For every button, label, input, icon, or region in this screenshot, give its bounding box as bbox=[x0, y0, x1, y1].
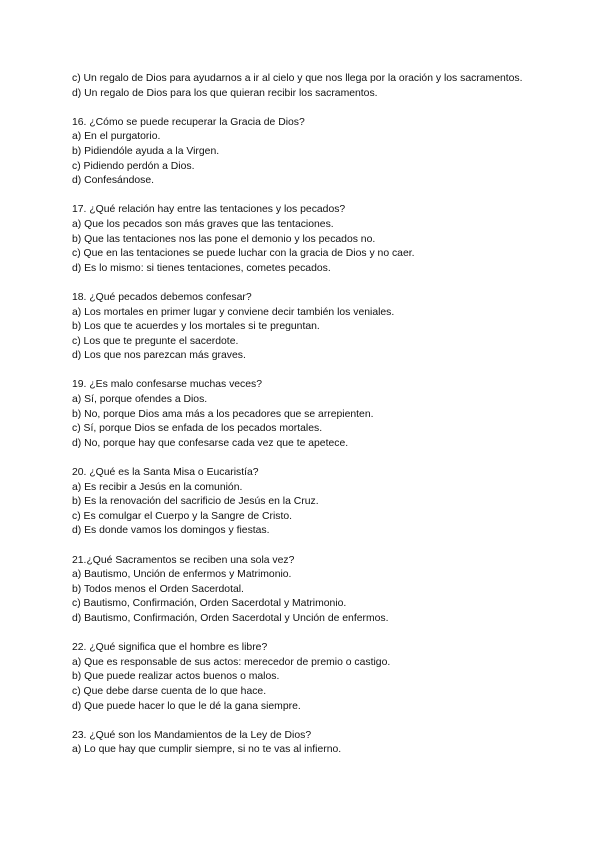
question-text: 18. ¿Qué pecados debemos confesar? bbox=[72, 291, 252, 303]
option-a: a) Lo que hay que cumplir siempre, si no te vas al infierno. bbox=[72, 744, 342, 756]
question-text: 21.¿Qué Sacramentos se reciben una sola vez? bbox=[72, 554, 295, 566]
option-c: c) Que debe darse cuenta de lo que hace. bbox=[72, 685, 267, 697]
option-b: b) Que las tentaciones nos las pone el demonio y los pecados no. bbox=[72, 233, 376, 245]
option-c: c) Bautismo, Confirmación, Orden Sacerdotal y Matrimonio. bbox=[72, 598, 347, 610]
question-19 bbox=[72, 378, 532, 451]
question-text: 23. ¿Qué son los Mandamientos de la Ley de Dios? bbox=[72, 729, 312, 741]
question-text: 17. ¿Qué relación hay entre las tentaciones y los pecados? bbox=[72, 204, 346, 216]
option-d: d) Bautismo, Confirmación, Orden Sacerdotal y Unción de enfermos. bbox=[72, 612, 389, 624]
option-c: c) Pidiendo perdón a Dios. bbox=[72, 160, 195, 172]
question-22 bbox=[72, 641, 532, 714]
option-a: a) Que es responsable de sus actos: merecedor de premio o castigo. bbox=[72, 656, 391, 668]
option-c: c) Los que te pregunte el sacerdote. bbox=[72, 335, 239, 347]
option-a: a) En el purgatorio. bbox=[72, 131, 161, 143]
option-b: b) Los que te acuerdes y los mortales si te preguntan. bbox=[72, 321, 320, 333]
option-d: d) Es donde vamos los domingos y fiestas. bbox=[72, 525, 270, 537]
answer-c: c) Un regalo de Dios para ayudarnos a ir al cielo y que nos llega por la oración y los sacramentos. bbox=[72, 73, 523, 84]
question-21 bbox=[72, 554, 532, 627]
question-text: 22. ¿Qué significa que el hombre es libre? bbox=[72, 642, 268, 654]
option-a: a) Bautismo, Unción de enfermos y Matrimonio. bbox=[72, 569, 292, 581]
option-d: d) No, porque hay que confesarse cada vez que te apetece. bbox=[72, 437, 349, 449]
option-d: d) Confesándose. bbox=[72, 175, 155, 187]
option-d: d) Que puede hacer lo que le dé la gana siempre. bbox=[72, 700, 301, 712]
option-c: c) Sí, porque Dios se enfada de los pecados mortales. bbox=[72, 423, 323, 435]
option-b: b) Que puede realizar actos buenos o malos. bbox=[72, 671, 280, 683]
answer-d: d) Un regalo de Dios para los que quieran recibir los sacramentos. bbox=[72, 87, 378, 99]
option-a: a) Los mortales en primer lugar y conviene decir también los veniales. bbox=[72, 306, 395, 318]
option-b: b) No, porque Dios ama más a los pecadores que se arrepienten. bbox=[72, 408, 374, 420]
question-17 bbox=[72, 203, 532, 276]
previous-answers bbox=[72, 72, 532, 101]
option-a: a) Sí, porque ofendes a Dios. bbox=[72, 394, 208, 406]
option-a: a) Es recibir a Jesús en la comunión. bbox=[72, 481, 243, 493]
question-18 bbox=[72, 291, 532, 364]
question-text: 20. ¿Qué es la Santa Misa o Eucaristía? bbox=[72, 467, 259, 479]
option-d: d) Es lo mismo: si tienes tentaciones, cometes pecados. bbox=[72, 262, 331, 274]
option-a: a) Que los pecados son más graves que las tentaciones. bbox=[72, 218, 334, 230]
question-20 bbox=[72, 466, 532, 539]
option-d: d) Los que nos parezcan más graves. bbox=[72, 350, 246, 362]
option-b: b) Pidiendóle ayuda a la Virgen. bbox=[72, 145, 220, 157]
option-b: b) Es la renovación del sacrificio de Jesús en la Cruz. bbox=[72, 496, 319, 508]
question-text: 19. ¿Es malo confesarse muchas veces? bbox=[72, 379, 263, 391]
question-23 bbox=[72, 729, 532, 758]
option-c: c) Que en las tentaciones se puede luchar con la gracia de Dios y no caer. bbox=[72, 248, 415, 260]
option-b: b) Todos menos el Orden Sacerdotal. bbox=[72, 583, 244, 595]
option-c: c) Es comulgar el Cuerpo y la Sangre de Cristo. bbox=[72, 510, 293, 522]
question-16 bbox=[72, 116, 532, 189]
quiz-content bbox=[72, 72, 532, 773]
question-text: 16. ¿Cómo se puede recuperar la Gracia de Dios? bbox=[72, 116, 305, 128]
